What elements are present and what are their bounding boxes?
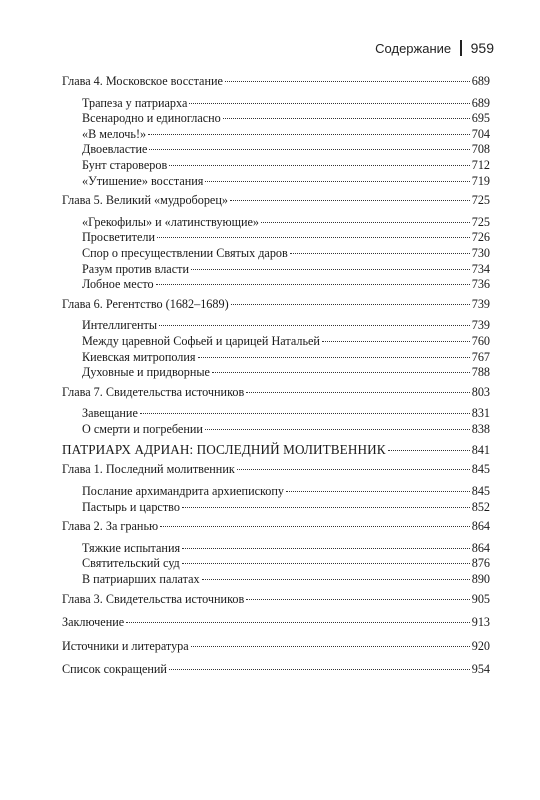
toc-entry-page: 767 — [471, 349, 490, 364]
dot-leader — [148, 134, 470, 135]
toc-entry-title: Двоевластие — [82, 142, 148, 157]
toc-entry-page: 864 — [471, 519, 490, 534]
toc-entry-page: 788 — [471, 365, 490, 380]
dot-leader — [246, 392, 469, 393]
dot-leader — [126, 622, 470, 623]
toc-entry-title: Просветители — [82, 230, 155, 245]
toc-chapter-entry — [62, 662, 490, 678]
dot-leader — [223, 118, 470, 119]
toc-entry-page: 704 — [471, 126, 490, 141]
dot-leader — [169, 669, 470, 670]
dot-leader — [182, 563, 470, 564]
toc-section-entry — [62, 556, 490, 572]
toc-entry-page: 739 — [471, 296, 490, 311]
toc-entry-page: 726 — [471, 230, 490, 245]
toc-section-entry — [62, 142, 490, 158]
toc-chapter-entry — [62, 519, 490, 535]
dot-leader — [160, 526, 470, 527]
toc-entry-title: Глава 2. За гранью — [62, 519, 159, 534]
toc-section-entry — [62, 246, 490, 262]
dot-leader — [286, 491, 470, 492]
toc-entry-page: 719 — [471, 173, 490, 188]
toc-entry-title: Источники и литература — [62, 638, 189, 653]
toc-entry-page: 845 — [471, 484, 490, 499]
dot-leader — [231, 304, 470, 305]
toc-section-entry — [62, 277, 490, 293]
toc-entry-page: 864 — [471, 540, 490, 555]
toc-entry-title: Заключение — [62, 615, 125, 630]
toc-entry-title: Интеллигенты — [82, 318, 158, 333]
dot-leader — [388, 450, 470, 451]
toc-entry-title: Бунт староверов — [82, 157, 168, 172]
header-divider — [460, 40, 462, 56]
toc-entry-page: 725 — [471, 214, 490, 229]
dot-leader — [140, 413, 470, 414]
toc-chapter-entry — [62, 297, 490, 313]
dot-leader — [189, 103, 469, 104]
toc-section-entry — [62, 406, 490, 422]
toc-section-entry — [62, 572, 490, 588]
toc-entry-title: «Утишение» восстания — [82, 173, 204, 188]
dot-leader — [198, 357, 470, 358]
dot-leader — [237, 469, 470, 470]
toc-section-entry — [62, 174, 490, 190]
dot-leader — [205, 181, 469, 182]
toc-entry-title: «Грекофилы» и «латинствующие» — [82, 214, 259, 229]
toc-section-entry — [62, 215, 490, 231]
toc-chapter-entry — [62, 193, 490, 209]
toc-entry-page: 876 — [471, 556, 490, 571]
toc-entry-page: 838 — [471, 421, 490, 436]
dot-leader — [246, 599, 469, 600]
dot-leader — [159, 325, 470, 326]
toc-entry-page: 695 — [471, 111, 490, 126]
toc-entry-title: В патриарших палатах — [82, 572, 200, 587]
toc-entry-title: Киевская митрополия — [82, 349, 196, 364]
toc-section-entry — [62, 500, 490, 516]
toc-section-entry — [62, 318, 490, 334]
toc-entry-page: 739 — [471, 318, 490, 333]
toc-section-entry — [62, 230, 490, 246]
dot-leader — [149, 149, 469, 150]
dot-leader — [156, 284, 470, 285]
dot-leader — [169, 165, 470, 166]
toc-section-entry — [62, 111, 490, 127]
toc-entry-page: 852 — [471, 499, 490, 514]
toc-entry-title: Между царевной Софьей и царицей Натальей — [82, 333, 320, 348]
toc-entry-title: Разум против власти — [82, 261, 189, 276]
toc-chapter-entry — [62, 385, 490, 401]
toc-entry-page: 920 — [471, 638, 490, 653]
table-of-contents — [62, 74, 490, 678]
toc-entry-page: 730 — [471, 245, 490, 260]
page-number: 959 — [470, 40, 494, 56]
toc-entry-title: Глава 5. Великий «мудроборец» — [62, 193, 228, 208]
toc-entry-page: 905 — [471, 591, 490, 606]
toc-entry-page: 831 — [471, 406, 490, 421]
toc-entry-page: 689 — [471, 95, 490, 110]
toc-entry-page: 736 — [471, 277, 490, 292]
dot-leader — [157, 237, 470, 238]
toc-entry-title: Глава 6. Регентство (1682–1689) — [62, 296, 229, 311]
toc-entry-page: 841 — [471, 443, 490, 458]
toc-section-entry — [62, 422, 490, 438]
toc-section-entry — [62, 365, 490, 381]
toc-entry-title: Пастырь и царство — [82, 499, 180, 514]
toc-section-entry — [62, 127, 490, 143]
dot-leader — [182, 548, 470, 549]
dot-leader — [202, 579, 470, 580]
toc-entry-page: 734 — [471, 261, 490, 276]
toc-chapter-entry — [62, 592, 490, 608]
dot-leader — [290, 253, 470, 254]
toc-chapter-entry — [62, 74, 490, 90]
toc-chapter-entry — [62, 615, 490, 631]
toc-chapter-entry — [62, 639, 490, 655]
toc-chapter-entry — [62, 462, 490, 478]
toc-section-entry — [62, 350, 490, 366]
dot-leader — [322, 341, 470, 342]
toc-entry-title: Послание архимандрита архиепископу — [82, 484, 285, 499]
toc-entry-page: 725 — [471, 193, 490, 208]
toc-entry-title: Духовные и придворные — [82, 365, 210, 380]
toc-entry-page: 890 — [471, 572, 490, 587]
toc-entry-page: 712 — [471, 157, 490, 172]
toc-entry-title: Святительский суд — [82, 556, 180, 571]
toc-part-entry — [62, 441, 490, 458]
dot-leader — [205, 429, 470, 430]
toc-entry-page: 913 — [471, 615, 490, 630]
dot-leader — [191, 646, 470, 647]
toc-entry-title: Глава 1. Последний молитвенник — [62, 462, 235, 477]
toc-entry-page: 708 — [471, 142, 490, 157]
toc-section-entry — [62, 541, 490, 557]
toc-entry-page: 845 — [471, 462, 490, 477]
toc-entry-title: Всенародно и единогласно — [82, 111, 221, 126]
toc-entry-page: 689 — [471, 74, 490, 88]
dot-leader — [182, 507, 470, 508]
toc-entry-title: «В мелочь!» — [82, 126, 147, 141]
dot-leader — [212, 372, 470, 373]
toc-entry-title: Глава 3. Свидетельства источников — [62, 591, 245, 606]
toc-section-entry — [62, 96, 490, 112]
toc-section-entry — [62, 484, 490, 500]
toc-entry-title: Трапеза у патриарха — [82, 95, 188, 110]
dot-leader — [230, 200, 470, 201]
toc-section-entry — [62, 334, 490, 350]
toc-entry-title: ПАТРИАРХ АДРИАН: ПОСЛЕДНИЙ МОЛИТВЕННИК — [62, 442, 386, 458]
dot-leader — [191, 269, 470, 270]
toc-entry-title: Глава 4. Московское восстание — [62, 74, 223, 88]
toc-entry-title: Тяжкие испытания — [82, 540, 181, 555]
toc-section-entry — [62, 158, 490, 174]
toc-entry-page: 954 — [471, 662, 490, 677]
toc-entry-title: Список сокращений — [62, 662, 167, 677]
toc-entry-title: Лобное место — [82, 277, 154, 292]
toc-entry-page: 760 — [471, 333, 490, 348]
toc-entry-title: Глава 7. Свидетельства источников — [62, 384, 245, 399]
dot-leader — [261, 222, 470, 223]
toc-entry-title: Спор о пресуществлении Святых даров — [82, 245, 288, 260]
toc-section-entry — [62, 262, 490, 278]
dot-leader — [225, 81, 470, 82]
toc-entry-page: 803 — [471, 384, 490, 399]
toc-entry-title: О смерти и погребении — [82, 421, 203, 436]
running-header — [375, 40, 494, 56]
section-title: Содержание — [375, 40, 452, 56]
toc-entry-title: Завещание — [82, 406, 138, 421]
